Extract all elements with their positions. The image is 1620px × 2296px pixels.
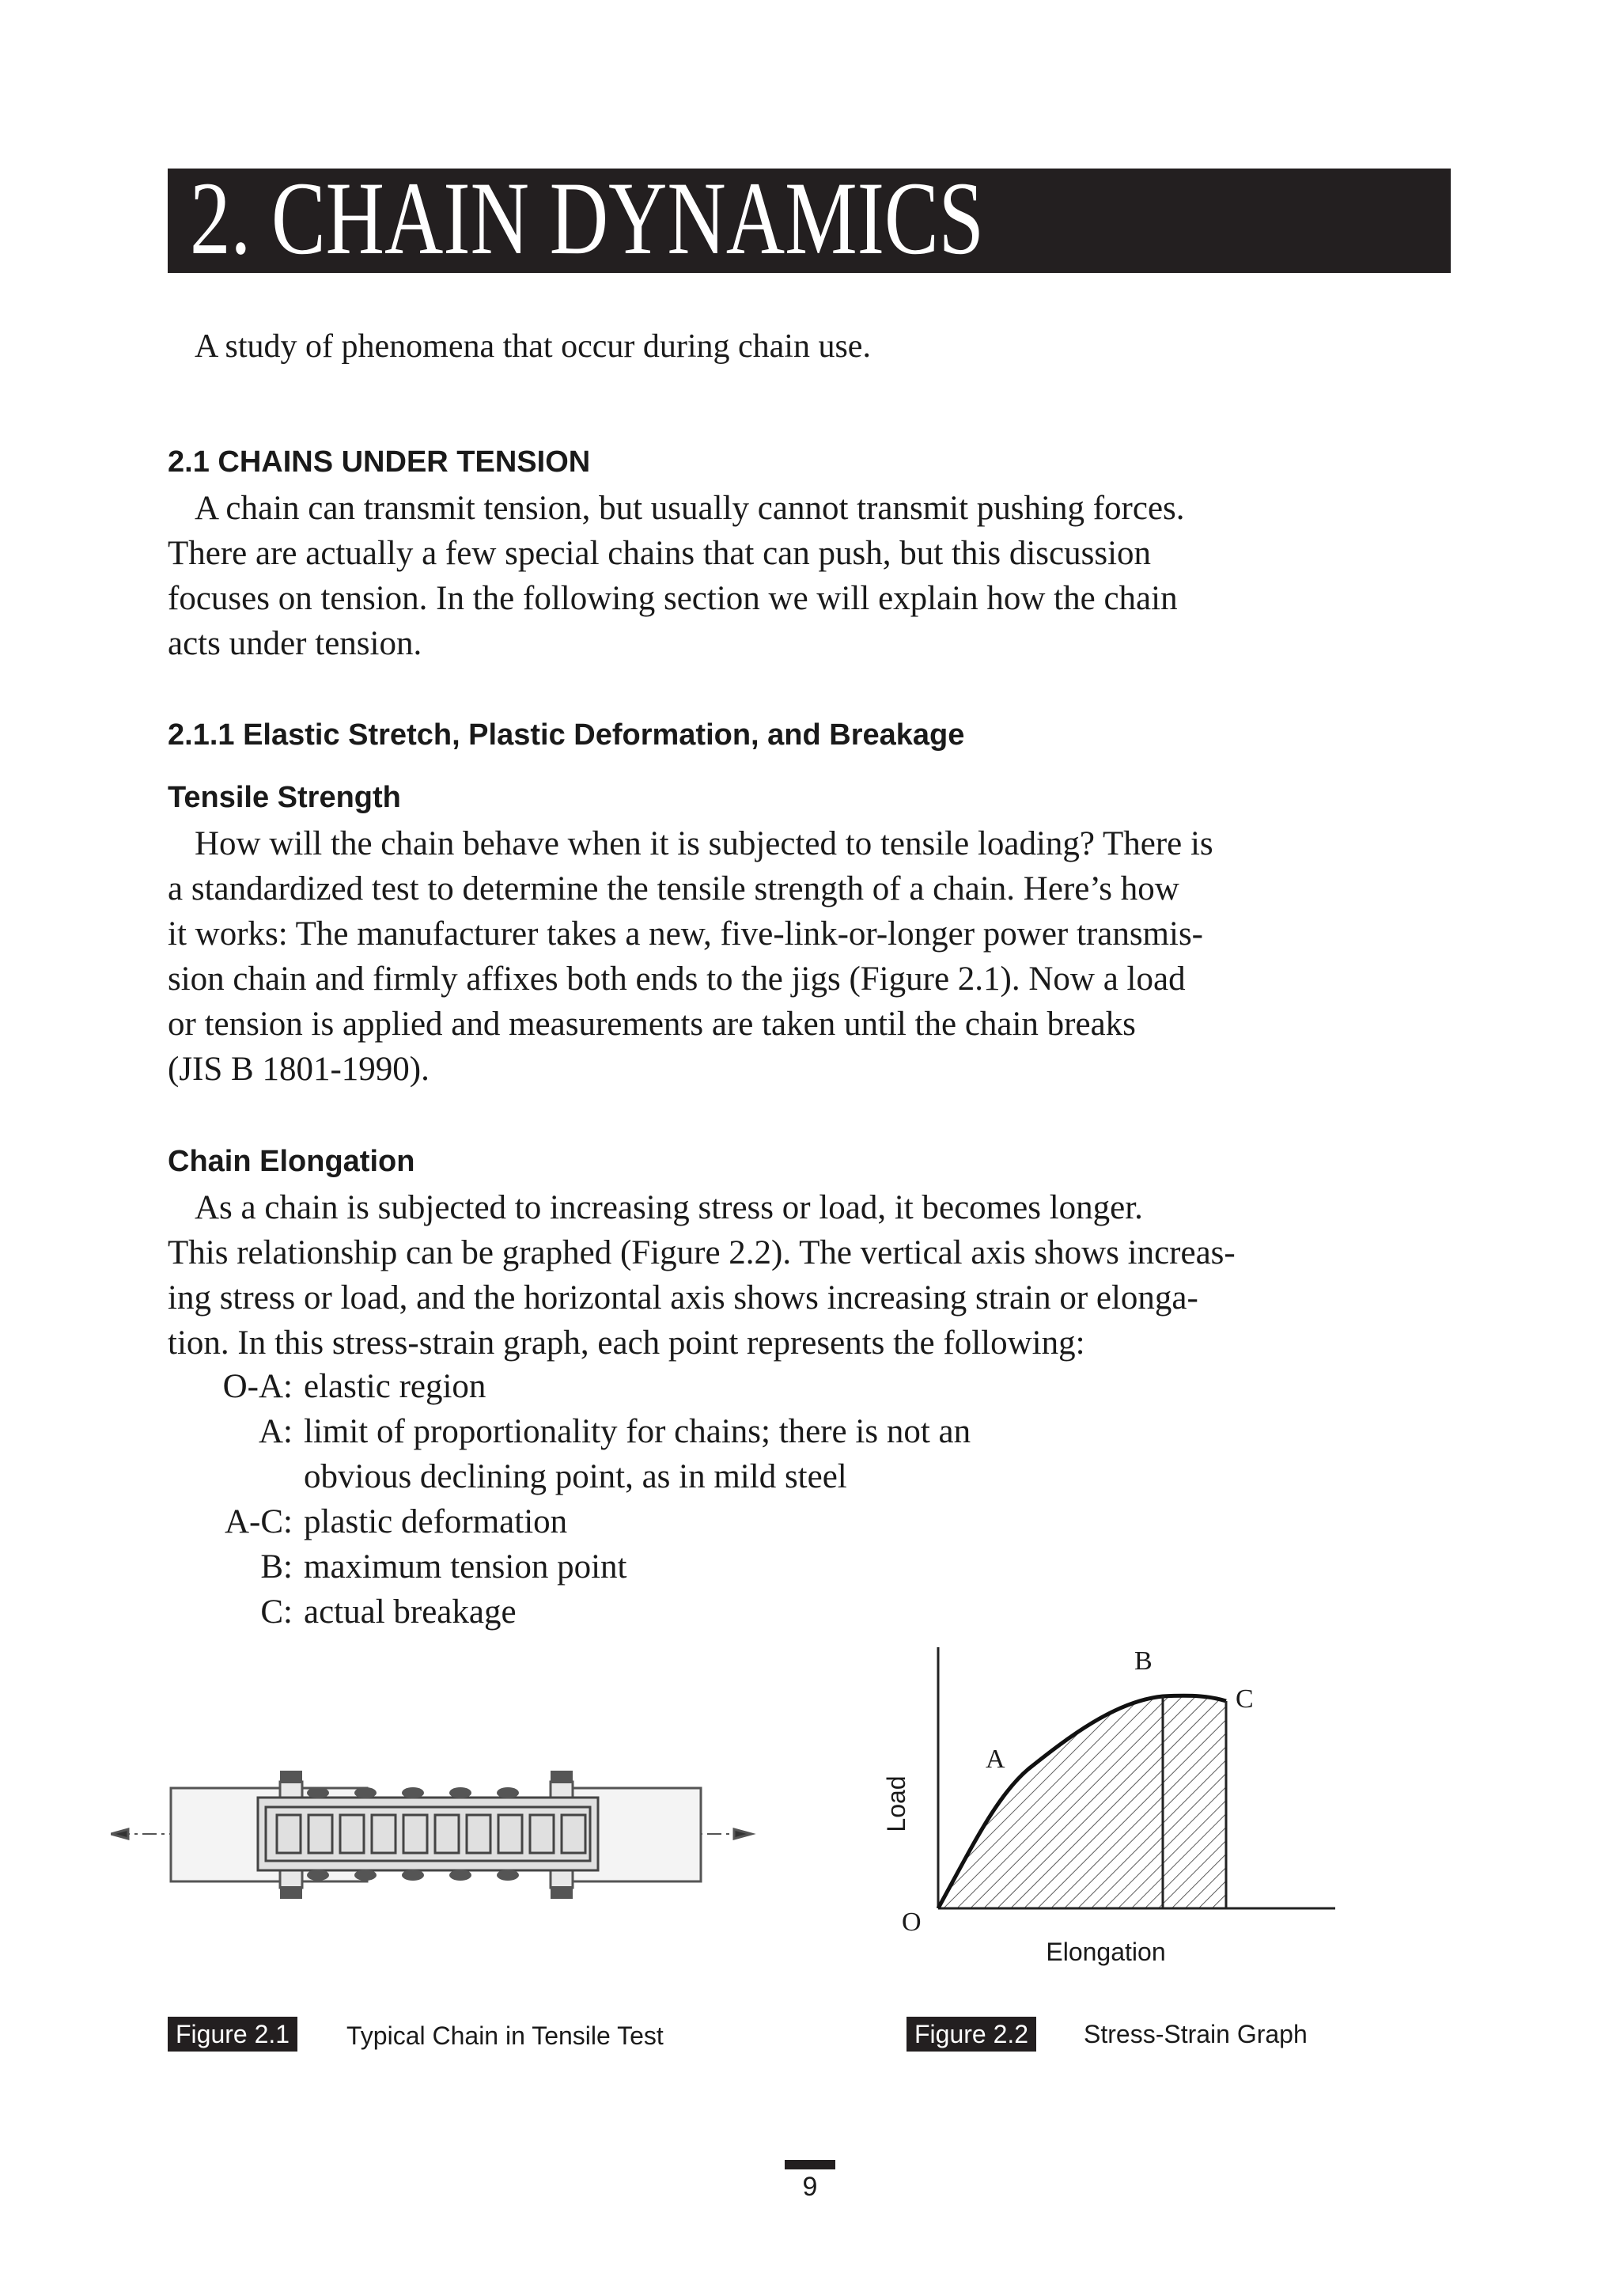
paragraph-line: focuses on tension. In the following section we will explain how the chain bbox=[168, 580, 1178, 617]
subheading-chain-elongation: Chain Elongation bbox=[168, 1145, 415, 1178]
definition-text: elastic region bbox=[304, 1368, 486, 1405]
pin-head bbox=[307, 1787, 329, 1798]
definition-text: limit of proportionality for chains; there is not an bbox=[304, 1413, 971, 1450]
definition-term: B: bbox=[260, 1548, 293, 1586]
point-label-o: O bbox=[902, 1908, 922, 1937]
definition-row bbox=[168, 1409, 971, 1454]
definition-term: A-C: bbox=[225, 1503, 293, 1540]
page-number: 9 bbox=[802, 2172, 818, 2202]
tensile-strength-paragraph bbox=[168, 821, 1465, 1092]
pin-head bbox=[307, 1870, 329, 1881]
paragraph-line: ing stress or load, and the horizontal axis shows increasing strain or elonga- bbox=[168, 1279, 1198, 1317]
pin-head bbox=[449, 1787, 471, 1798]
definition-term: A: bbox=[259, 1413, 293, 1450]
figure-2-2-caption: Stress-Strain Graph bbox=[1084, 2020, 1308, 2048]
y-axis-label: Load bbox=[882, 1775, 910, 1832]
paragraph-line: A chain can transmit tension, but usually cannot transmit pushing forces. bbox=[195, 490, 1185, 527]
paragraph-line: tion. In this stress-strain graph, each point represents the following: bbox=[168, 1324, 1085, 1362]
definition-term: C: bbox=[260, 1593, 293, 1631]
definition-term: O-A: bbox=[222, 1368, 293, 1405]
definition-text: obvious declining point, as in mild steel bbox=[304, 1458, 847, 1495]
paragraph-line: How will the chain behave when it is subjected to tensile loading? There is bbox=[195, 825, 1213, 862]
figure-2-1-caption: Typical Chain in Tensile Test bbox=[346, 2021, 664, 2050]
definition-row bbox=[168, 1454, 971, 1499]
x-axis-label: Elongation bbox=[1046, 1938, 1166, 1966]
chapter-title: 2. CHAIN DYNAMICS bbox=[190, 160, 984, 276]
paragraph-line: or tension is applied and measurements are taken until the chain breaks bbox=[168, 1006, 1136, 1043]
definition-list bbox=[168, 1364, 971, 1635]
pin-head bbox=[402, 1870, 424, 1881]
section-2-1-paragraph bbox=[168, 486, 1465, 666]
pin-head bbox=[402, 1787, 424, 1798]
point-label-b: B bbox=[1134, 1646, 1153, 1676]
paragraph-line: it works: The manufacturer takes a new, five-link-or-longer power transmis- bbox=[168, 915, 1204, 953]
paragraph-line: a standardized test to determine the tensile strength of a chain. Here’s how bbox=[168, 870, 1179, 907]
bolt bbox=[280, 1886, 302, 1899]
definition-term bbox=[168, 1454, 304, 1499]
section-heading-2-1-1: 2.1.1 Elastic Stretch, Plastic Deformation, and Breakage bbox=[168, 718, 965, 752]
figure-2-2-tag: Figure 2.2 bbox=[907, 2017, 1036, 2052]
chain-elongation-paragraph bbox=[168, 1185, 1465, 1366]
pin-head bbox=[449, 1870, 471, 1881]
paragraph-line: (JIS B 1801-1990). bbox=[168, 1051, 430, 1088]
figure-2-2-stress-strain-graph bbox=[878, 1638, 1353, 1970]
pin-head bbox=[354, 1870, 377, 1881]
subheading-tensile-strength: Tensile Strength bbox=[168, 781, 401, 814]
figure-2-1-tag: Figure 2.1 bbox=[168, 2017, 297, 2052]
paragraph-line: There are actually a few special chains that can push, but this discussion bbox=[168, 535, 1152, 572]
hatched-area bbox=[938, 1685, 1231, 1915]
definition-text: actual breakage bbox=[304, 1593, 517, 1631]
paragraph-line: sion chain and firmly affixes both ends to the jigs (Figure 2.1). Now a load bbox=[168, 960, 1186, 998]
definition-row bbox=[168, 1544, 971, 1589]
definition-text: maximum tension point bbox=[304, 1548, 627, 1586]
point-label-a: A bbox=[986, 1745, 1005, 1774]
point-label-c: C bbox=[1236, 1684, 1254, 1714]
bolt bbox=[551, 1771, 573, 1783]
definition-row bbox=[168, 1499, 971, 1544]
pin-head bbox=[497, 1870, 519, 1881]
page-number-bar bbox=[785, 2160, 835, 2169]
paragraph-line: acts under tension. bbox=[168, 625, 422, 662]
paragraph-line: This relationship can be graphed (Figure 2.2). The vertical axis shows increas- bbox=[168, 1234, 1236, 1271]
arrow-right-icon bbox=[734, 1829, 751, 1839]
definition-row bbox=[168, 1364, 971, 1409]
definition-row bbox=[168, 1589, 971, 1635]
definition-text: plastic deformation bbox=[304, 1503, 568, 1540]
pin-head bbox=[354, 1787, 377, 1798]
section-heading-2-1: 2.1 CHAINS UNDER TENSION bbox=[168, 445, 591, 479]
pin-head bbox=[497, 1787, 519, 1798]
arrow-left-icon bbox=[111, 1829, 128, 1839]
figure-2-1-chain-illustration bbox=[111, 1749, 759, 1930]
bolt bbox=[280, 1771, 302, 1783]
paragraph-line: As a chain is subjected to increasing stress or load, it becomes longer. bbox=[195, 1189, 1143, 1226]
bolt bbox=[551, 1886, 573, 1899]
chapter-intro: A study of phenomena that occur during chain use. bbox=[195, 328, 871, 365]
